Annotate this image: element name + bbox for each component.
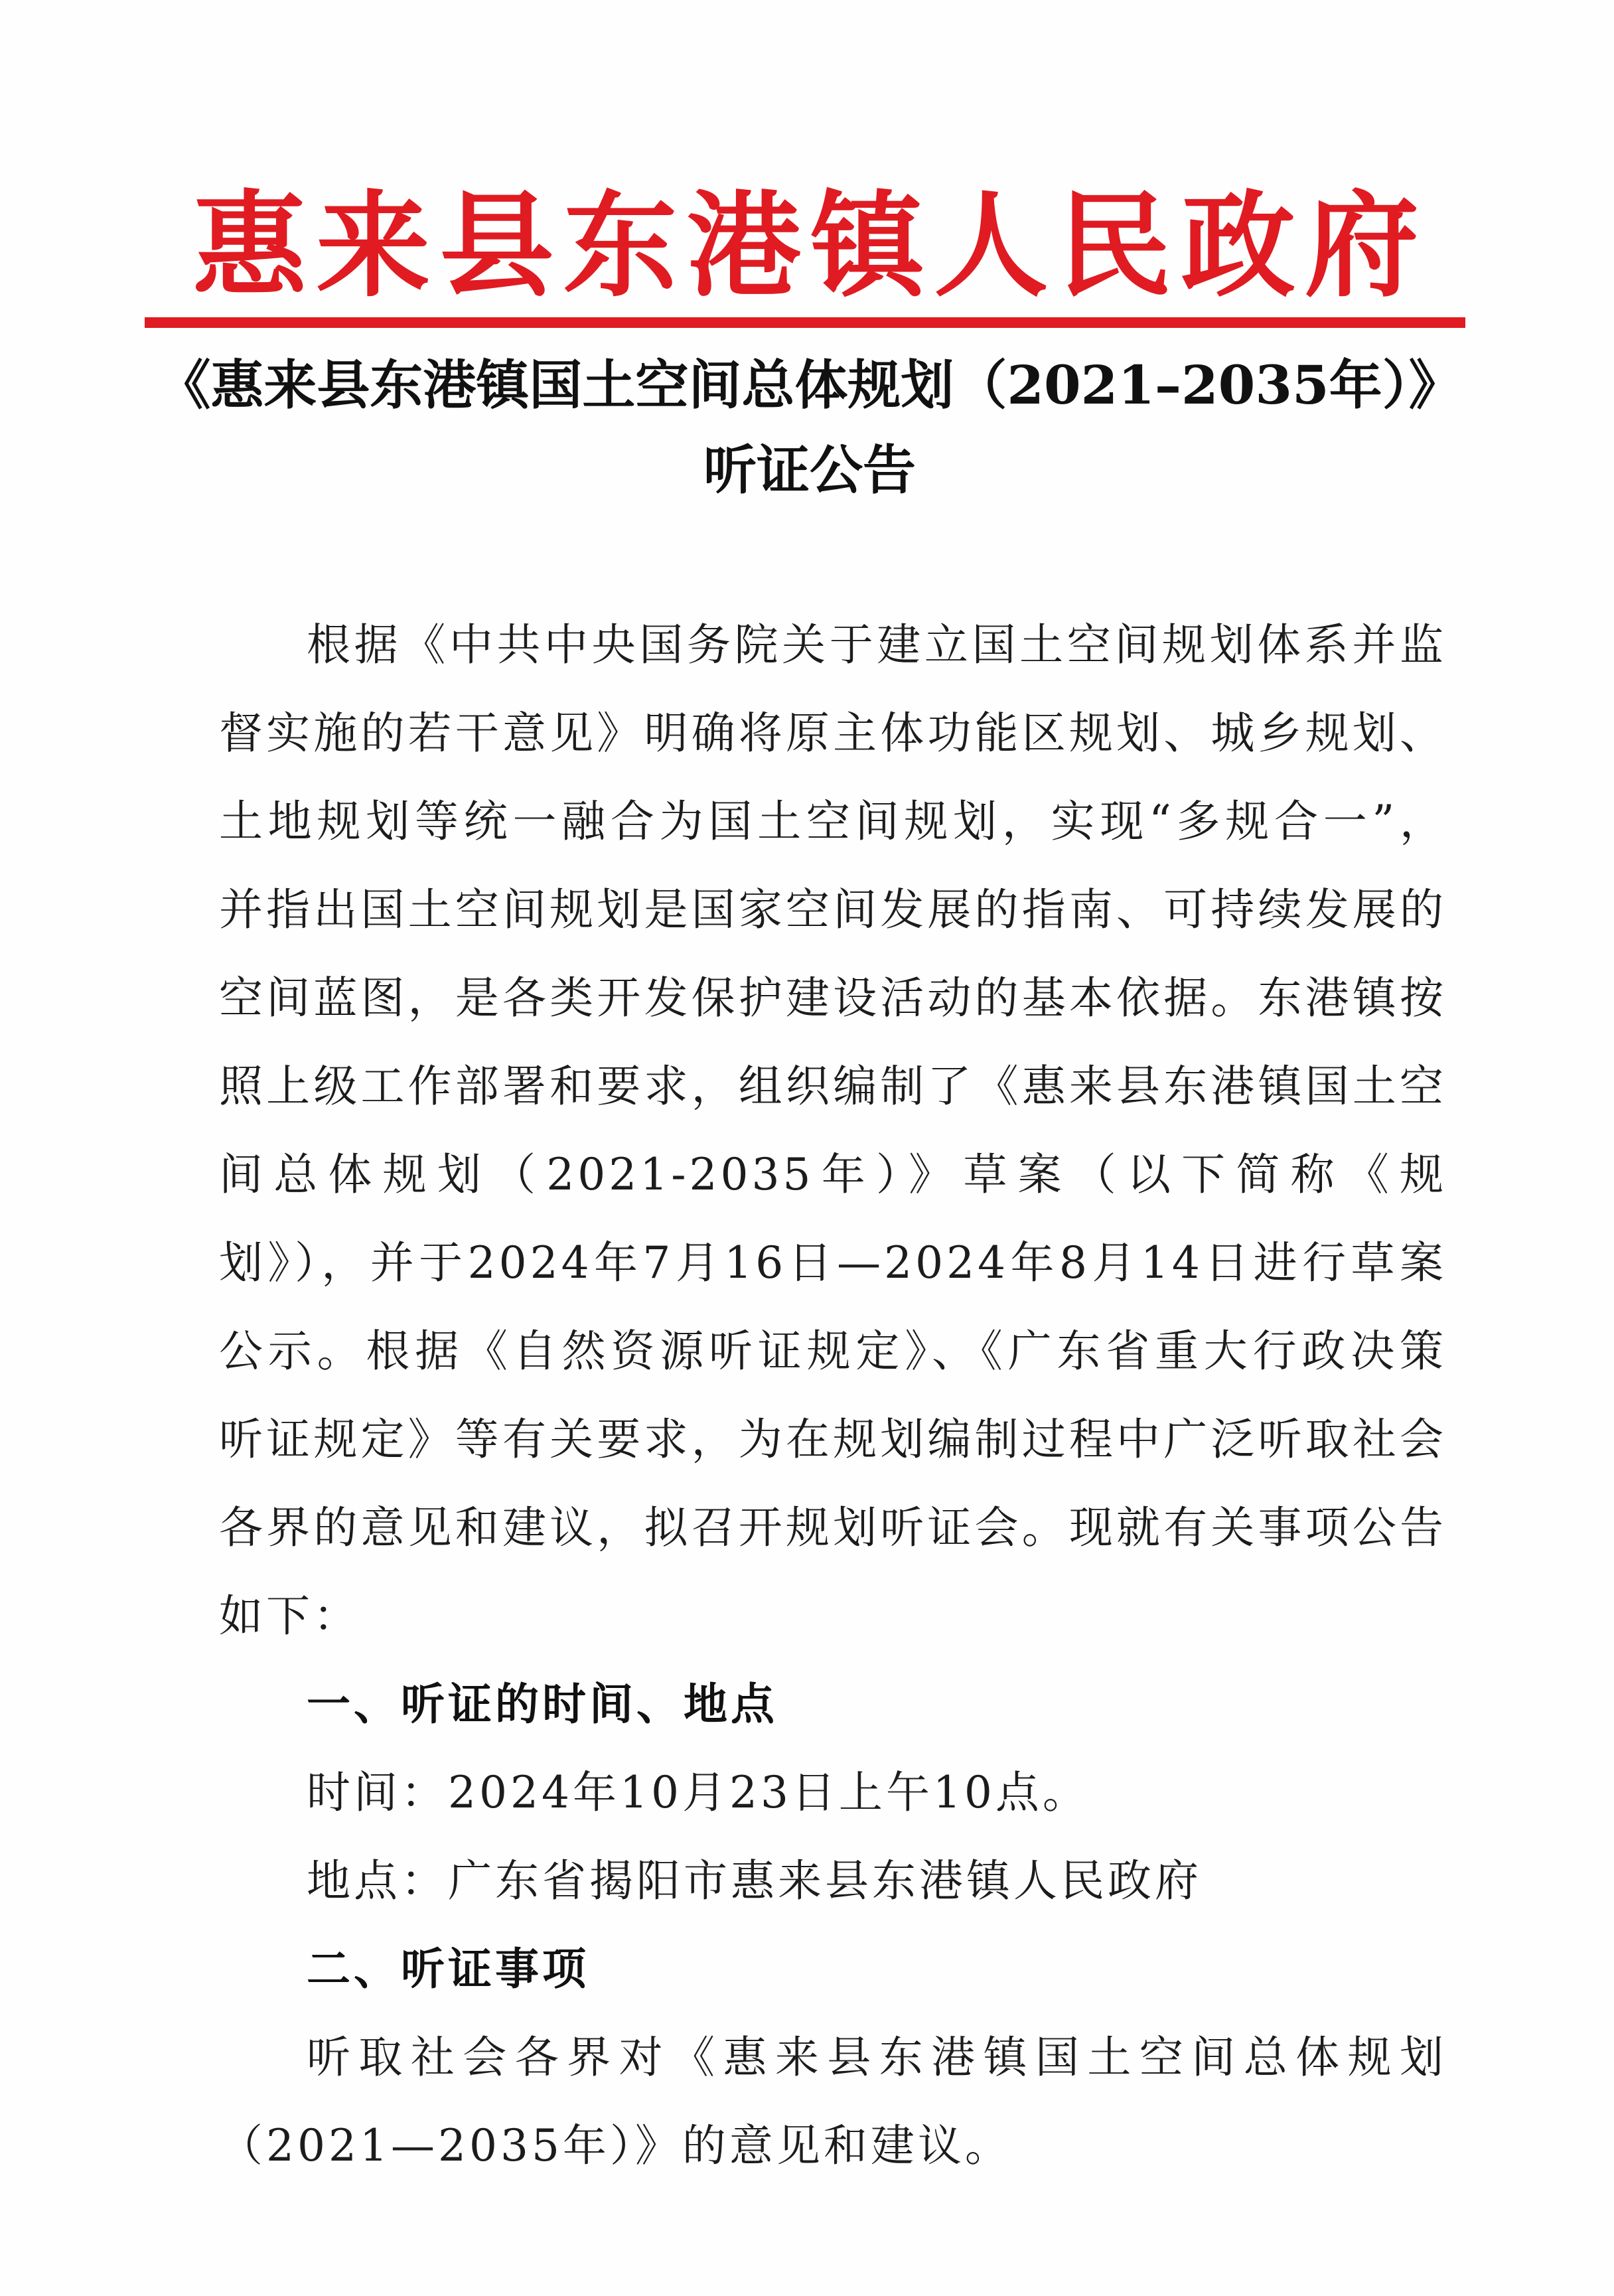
notice-body [219, 601, 1447, 2190]
letterhead-org-name: 惠来县东港镇人民政府 [192, 178, 1427, 313]
intro-paragraph: 根据《中共中央国务院关于建立国土空间规划体系并监督实施的若干意见》明确将原主体功能区规划、城乡规划、土地规划等统一融合为国土空间规划，实现“多规合一”，并指出国土空间规划是国家空间发展的指南、可持续发展的空间蓝图，是各类开发保护建设活动的基本依据。东港镇按照上级工作部署和要求，组织编制了《惠来县东港镇国土空间总体规划（2021-2035年）》草案（以下简称《规划》），并于2024年7月16日—2024年8月14日进行草案公示。根据《自然资源听证规定》、《广东省重大行政决策听证规定》等有关要求，为在规划编制过程中广泛听取社会各界的意见和建议，拟召开规划听证会。现就有关事项公告如下： [219, 619, 1447, 1642]
section-1-heading: 一、听证的时间、地点 [307, 1678, 778, 1730]
section-2-content: 听取社会各界对《惠来县东港镇国土空间总体规划（2021—2035年）》的意见和建议。 [219, 2032, 1447, 2171]
hearing-time: 时间：2024年10月23日上午10点。 [307, 1767, 1090, 1818]
notice-title: 《惠来县东港镇国土空间总体规划（2021–2035年）》 [157, 354, 1462, 416]
notice-subtitle: 听证公告 [703, 439, 916, 501]
hearing-place: 地点：广东省揭阳市惠来县东港镇人民政府 [307, 1855, 1202, 1906]
section-2-heading: 二、听证事项 [307, 1943, 589, 1995]
letterhead-red-rule [145, 317, 1465, 328]
